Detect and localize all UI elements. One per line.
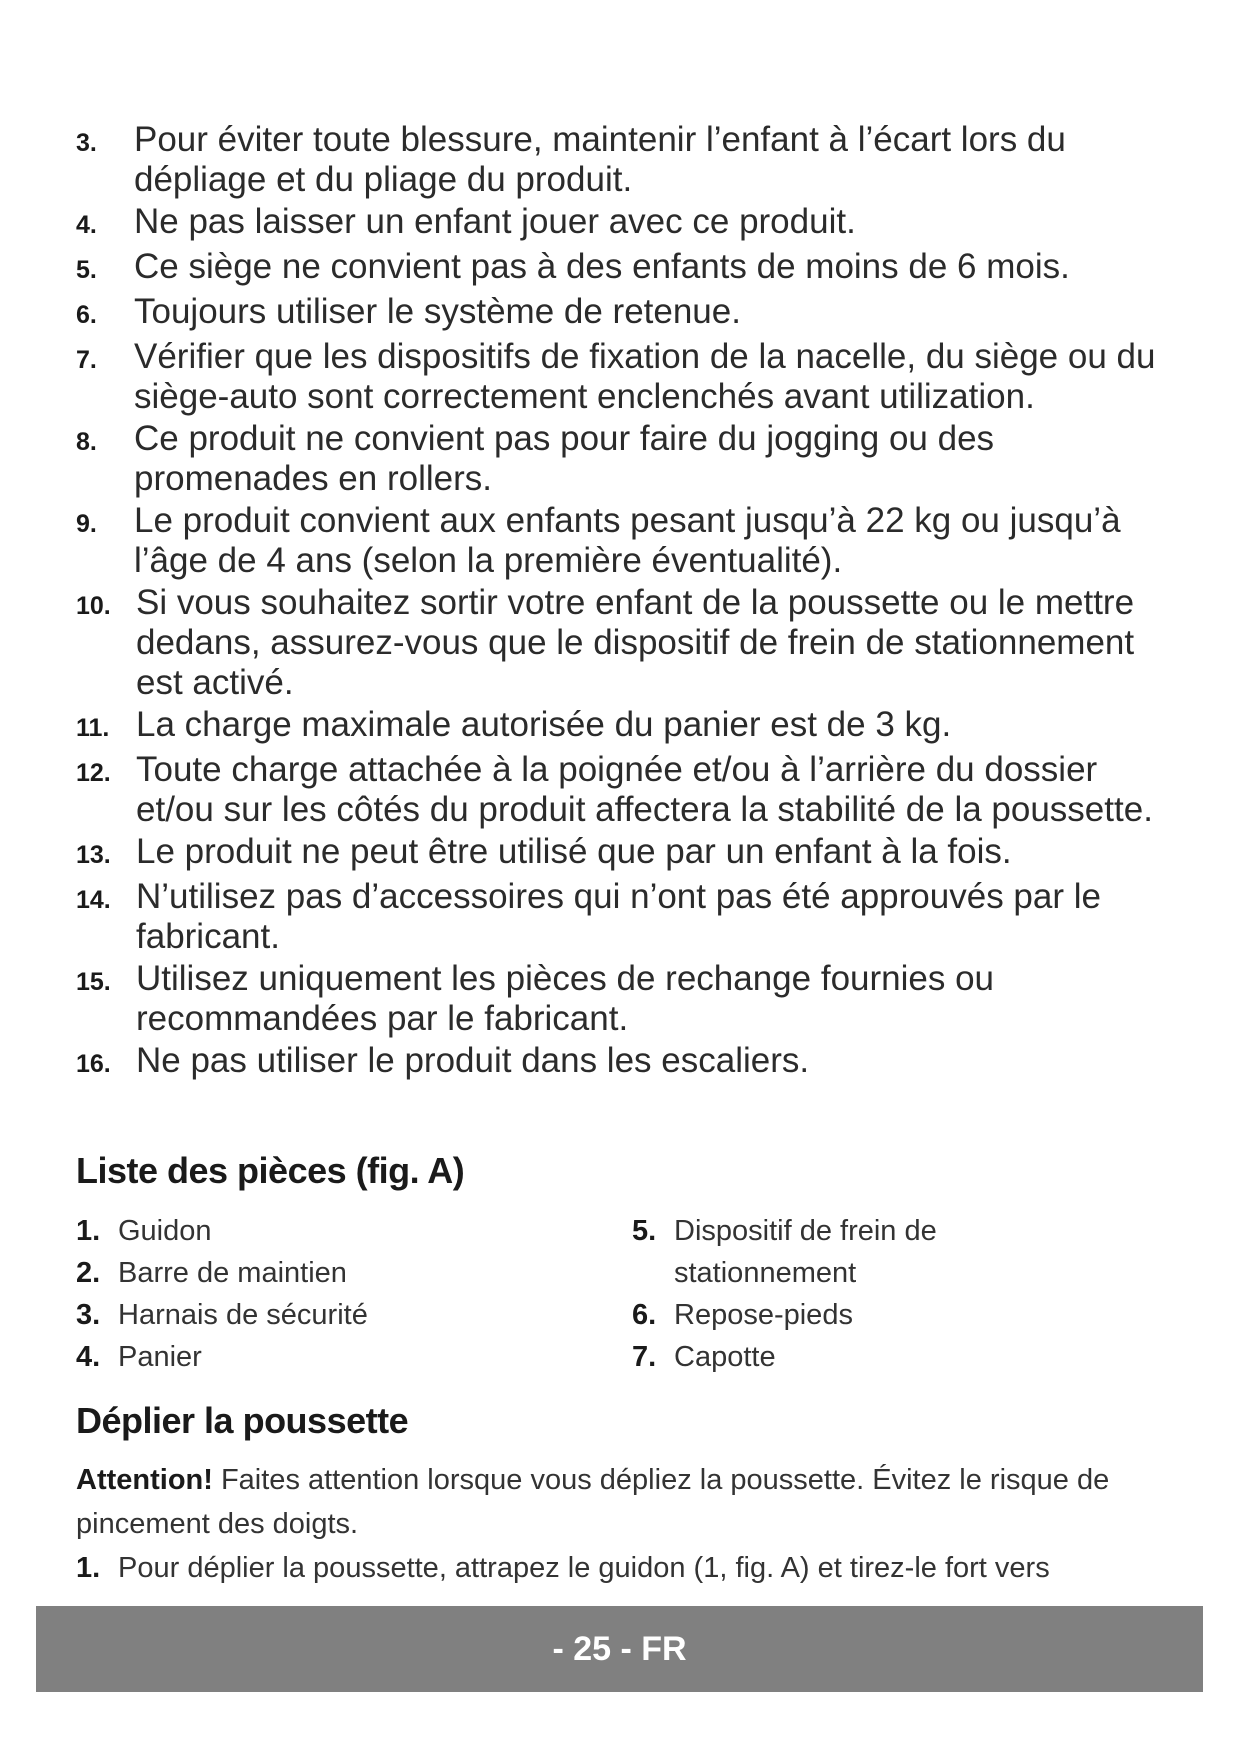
unfold-section	[76, 1458, 1176, 1590]
list-item	[76, 877, 1176, 957]
list-item	[76, 1252, 632, 1294]
list-item	[632, 1294, 1132, 1336]
item-text: Pour éviter toute blessure, maintenir l’enfant à l’écart lors du dépliage et du pliage du produit.	[134, 120, 1066, 199]
item-number: 8.	[76, 428, 97, 456]
item-number: 6.	[76, 301, 97, 329]
item-number: 11.	[76, 714, 110, 742]
list-item	[76, 1546, 1176, 1590]
warning-label: Attention!	[76, 1464, 213, 1496]
item-text: Pour déplier la poussette, attrapez le guidon (1, fig. A) et tirez-le fort vers	[118, 1552, 1050, 1584]
item-text: N’utilisez pas d’accessoires qui n’ont pas été approuvés par le fabricant.	[136, 877, 1101, 956]
item-text: Barre de maintien	[118, 1257, 347, 1289]
list-item	[76, 583, 1176, 703]
list-item	[76, 1210, 632, 1252]
item-text: Ce siège ne convient pas à des enfants de moins de 6 mois.	[134, 247, 1070, 286]
list-item	[76, 247, 1176, 290]
list-item	[76, 705, 1176, 748]
parts-list	[76, 1210, 1176, 1378]
warning-text: Faites attention lorsque vous dépliez la poussette. Évitez le risque de pincement des doigts.	[76, 1464, 1110, 1540]
item-number: 5.	[76, 256, 97, 284]
list-item	[76, 1336, 632, 1378]
item-number: 2.	[76, 1257, 101, 1289]
list-item	[76, 419, 1176, 499]
parts-column-right	[632, 1210, 1132, 1378]
list-item	[76, 1294, 632, 1336]
list-item	[76, 750, 1176, 830]
list-item	[76, 202, 1176, 245]
item-text: Toujours utiliser le système de retenue.	[134, 292, 741, 331]
item-number: 16.	[76, 1050, 111, 1078]
item-number: 9.	[76, 510, 97, 538]
parts-heading: Liste des pièces (fig. A)	[76, 1150, 465, 1191]
item-text: Vérifier que les dispositifs de fixation de la nacelle, du siège ou du siège-auto sont correctement enclenchés avant utilization.	[134, 337, 1156, 416]
list-item	[76, 337, 1176, 417]
list-item	[76, 832, 1176, 875]
item-text: Toute charge attachée à la poignée et/ou à l’arrière du dossier et/ou sur les côtés du produit affectera la stabilité de la poussette.	[136, 750, 1153, 829]
item-number: 10.	[76, 592, 111, 620]
list-item	[632, 1336, 1132, 1378]
item-number: 3.	[76, 1299, 101, 1331]
item-number: 5.	[632, 1215, 657, 1247]
item-text: Ce produit ne convient pas pour faire du jogging ou des promenades en rollers.	[134, 419, 995, 498]
list-item	[76, 120, 1176, 200]
warning-paragraph	[76, 1458, 1176, 1546]
list-item	[76, 292, 1176, 335]
item-number: 14.	[76, 886, 111, 914]
item-number: 13.	[76, 841, 111, 869]
list-item	[76, 1041, 1176, 1084]
item-number: 7.	[76, 346, 97, 374]
item-text: Si vous souhaitez sortir votre enfant de la poussette ou le mettre dedans, assurez-vous que le dispositif de frein de stationnement est activé.	[136, 583, 1135, 702]
item-number: 12.	[76, 759, 111, 787]
item-text: Panier	[118, 1341, 202, 1373]
item-text: Repose-pieds	[674, 1299, 853, 1331]
list-item	[632, 1210, 1132, 1294]
item-text: Capotte	[674, 1341, 776, 1373]
item-text: Utilisez uniquement les pièces de rechange fournies ou recommandées par le fabricant.	[136, 959, 995, 1038]
item-number: 4.	[76, 1341, 101, 1373]
item-text: Le produit convient aux enfants pesant jusqu’à 22 kg ou jusqu’à l’âge de 4 ans (selon la première éventualité).	[134, 501, 1121, 580]
item-text: Ne pas utiliser le produit dans les escaliers.	[136, 1041, 810, 1080]
list-item	[76, 501, 1176, 581]
item-number: 6.	[632, 1299, 657, 1331]
item-number: 1.	[76, 1552, 101, 1584]
page-number: - 25 - FR	[552, 1629, 687, 1668]
item-text: Le produit ne peut être utilisé que par un enfant à la fois.	[136, 832, 1012, 871]
item-number: 15.	[76, 968, 111, 996]
item-number: 1.	[76, 1215, 101, 1247]
item-text: Harnais de sécurité	[118, 1299, 368, 1331]
safety-list	[76, 120, 1176, 1086]
parts-column-left	[76, 1210, 632, 1378]
item-number: 7.	[632, 1341, 657, 1373]
item-text: Ne pas laisser un enfant jouer avec ce produit.	[134, 202, 856, 241]
item-text: Guidon	[118, 1215, 212, 1247]
item-text: Dispositif de frein de stationnement	[674, 1215, 937, 1289]
unfold-heading: Déplier la poussette	[76, 1400, 409, 1441]
page-footer	[36, 1606, 1203, 1692]
item-text: La charge maximale autorisée du panier est de 3 kg.	[136, 705, 952, 744]
item-number: 3.	[76, 129, 97, 157]
item-number: 4.	[76, 211, 97, 239]
list-item	[76, 959, 1176, 1039]
